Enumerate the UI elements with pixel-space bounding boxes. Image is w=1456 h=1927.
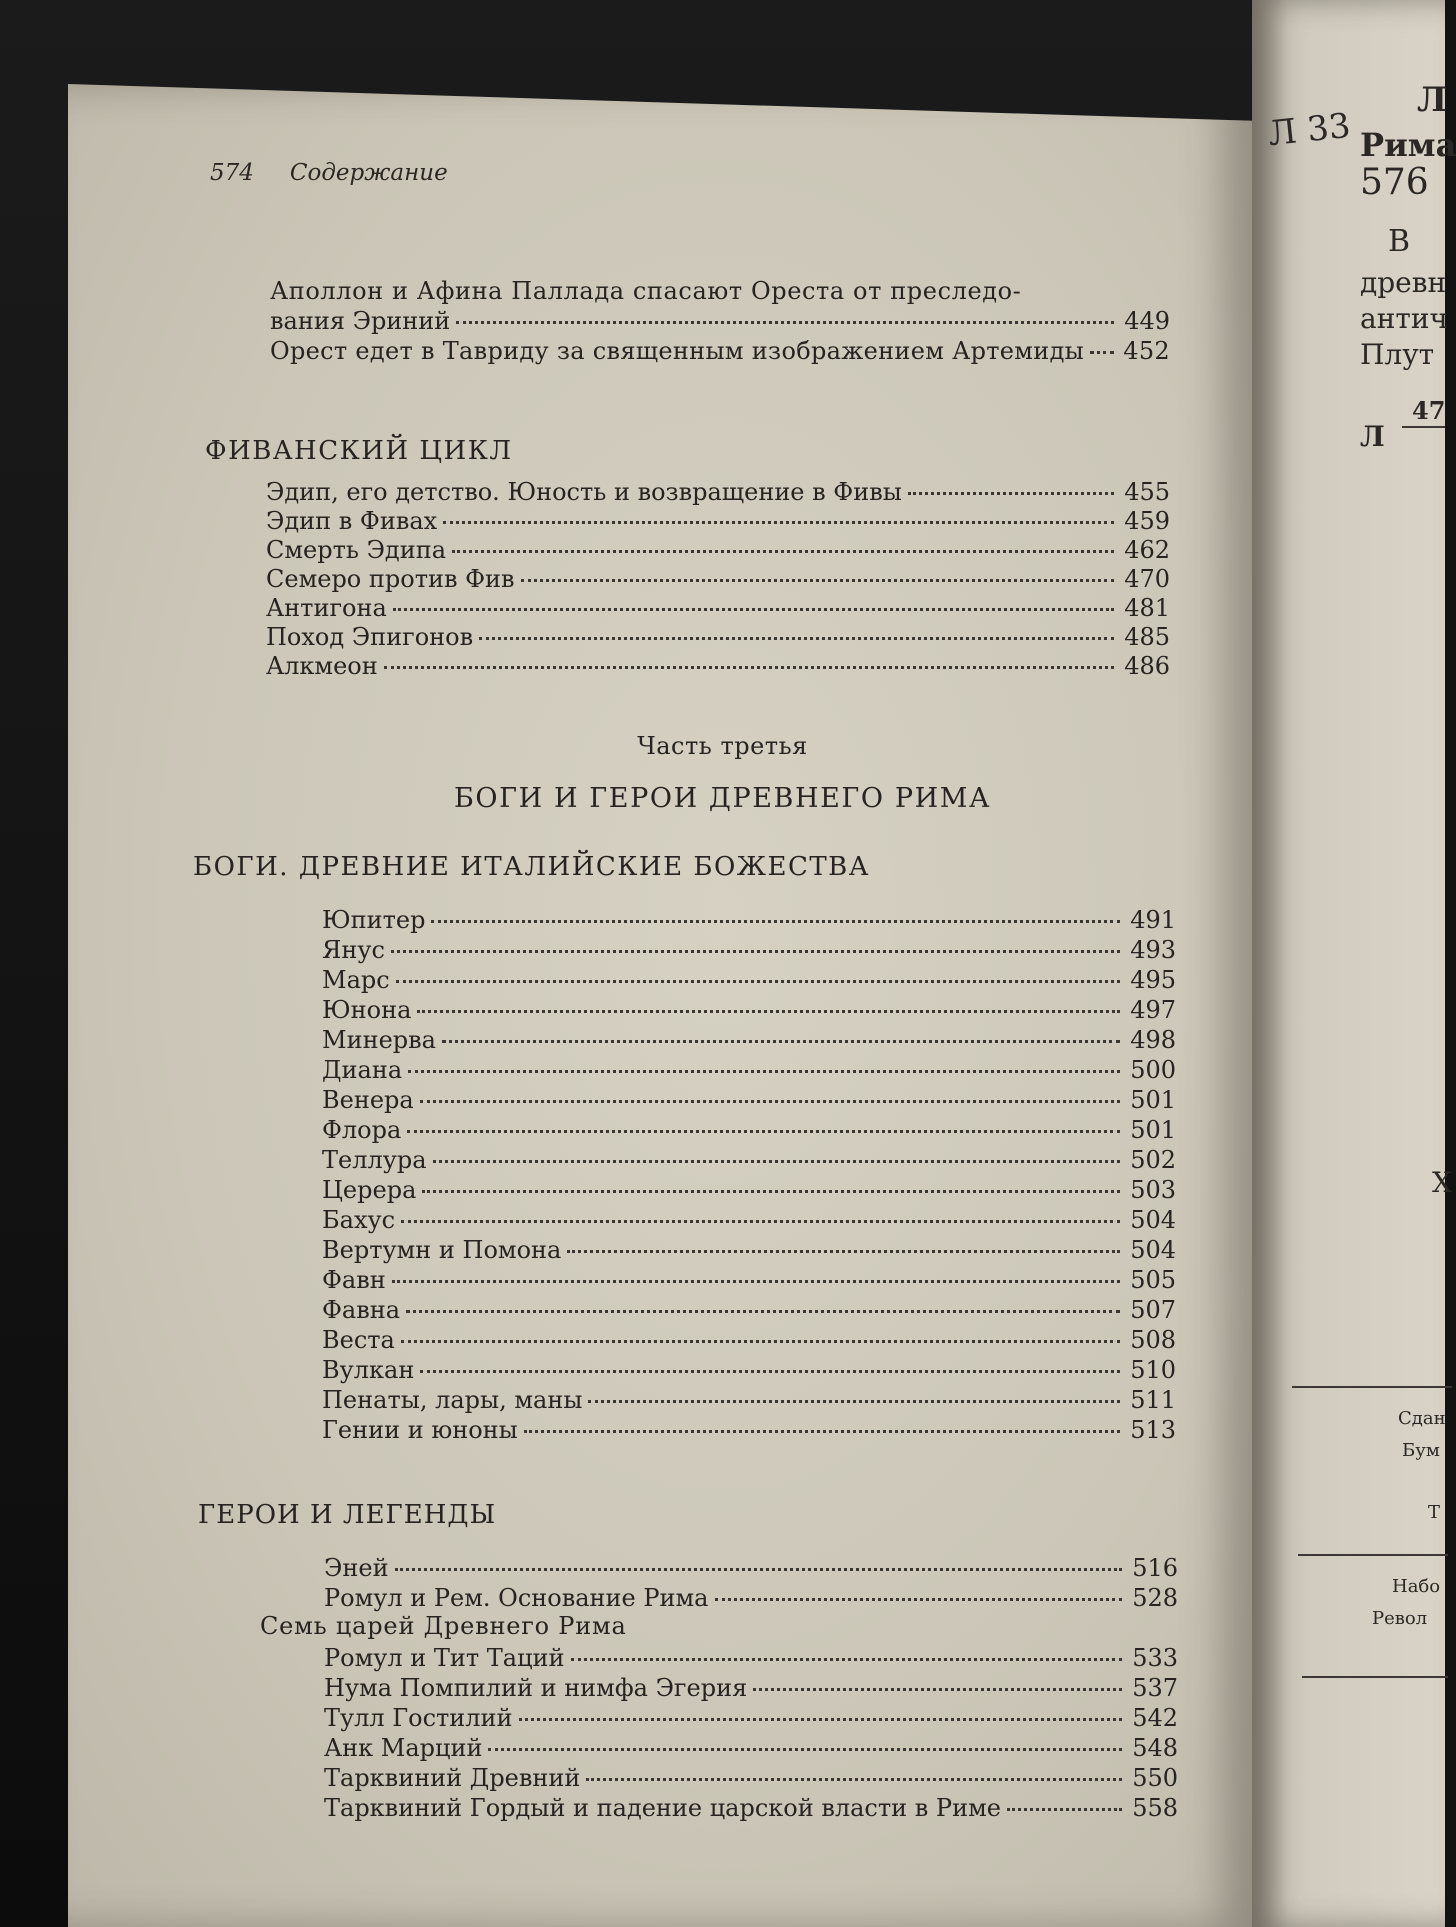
dot-leader: [1090, 351, 1114, 354]
dot-leader: [431, 920, 1120, 923]
toc-entry-page: 533: [1132, 1644, 1178, 1672]
toc-entry-page: 495: [1130, 966, 1176, 994]
subsection-heading: Семь царей Древнего Рима: [260, 1612, 627, 1640]
toc-entry-page: 558: [1132, 1794, 1178, 1822]
toc-entry: [324, 1733, 1178, 1763]
dot-leader: [586, 1778, 1122, 1781]
toc-entry: [266, 564, 1170, 594]
toc-entry-title: Фавн: [322, 1266, 386, 1294]
toc-entry-title: Гении и юноны: [322, 1416, 518, 1444]
toc-entry: [322, 1265, 1176, 1295]
toc-entry: [324, 1583, 1178, 1613]
toc-entry-title: Теллура: [322, 1146, 427, 1174]
toc-entry: [322, 1325, 1176, 1355]
toc-entry: [266, 622, 1170, 652]
toc-entry: [324, 1703, 1178, 1733]
toc-entry-page: 510: [1130, 1356, 1176, 1384]
toc-entry: [324, 1793, 1178, 1823]
part-title: БОГИ И ГЕРОИ ДРЕВНЕГО РИМА: [453, 783, 992, 814]
facing-page-number: 576: [1360, 162, 1429, 203]
dot-leader: [417, 1010, 1120, 1013]
toc-entry-page: 452: [1123, 337, 1170, 365]
toc-entry-title: Поход Эпигонов: [266, 623, 474, 651]
dot-leader: [420, 1370, 1120, 1373]
toc-entry-title: Янус: [322, 936, 385, 964]
toc-entry-title: Юпитер: [322, 906, 426, 934]
toc-entry: [270, 336, 1170, 366]
dot-leader: [395, 1568, 1122, 1571]
toc-entry-title: Эней: [324, 1554, 389, 1582]
toc-entry-title: Эдип в Фивах: [266, 507, 438, 535]
toc-entry-page: 504: [1130, 1236, 1176, 1264]
dot-leader: [401, 1340, 1120, 1343]
toc-entry: [266, 506, 1170, 536]
facing-page-heading: Рима: [1360, 126, 1456, 164]
toc-entry-page: 449: [1124, 307, 1170, 335]
toc-entry: [322, 935, 1176, 965]
toc-entry-title: Ромул и Рем. Основание Рима: [324, 1584, 709, 1612]
toc-entry-page: 542: [1132, 1704, 1178, 1732]
imprint-text: Сдан: [1398, 1408, 1446, 1429]
toc-entry-title: Тулл Гостилий: [324, 1704, 513, 1732]
section-heading: ФИВАНСКИЙ ЦИКЛ: [205, 436, 513, 466]
dot-leader: [391, 950, 1120, 953]
toc-entry-title: Анк Марций: [324, 1734, 483, 1762]
toc-entry-page: 498: [1130, 1026, 1176, 1054]
toc-entry-page: 511: [1130, 1386, 1176, 1414]
toc-entry-page: 505: [1130, 1266, 1176, 1294]
dot-leader: [443, 521, 1114, 524]
toc-entry: [322, 965, 1176, 995]
dot-leader: [408, 1070, 1120, 1073]
toc-entry-title: Нума Помпилий и нимфа Эгерия: [324, 1674, 748, 1702]
toc-entry: [322, 1115, 1176, 1145]
toc-entry: [322, 1145, 1176, 1175]
toc-entry-title: Орест едет в Тавриду за священным изображением Артемиды: [270, 337, 1085, 365]
toc-entry-title: Вулкан: [322, 1356, 415, 1384]
dot-leader: [588, 1400, 1120, 1403]
toc-entry-title: Бахус: [322, 1206, 396, 1234]
toc-entry-page: 502: [1130, 1146, 1176, 1174]
dot-leader: [479, 637, 1114, 640]
toc-entry: [270, 306, 1170, 336]
toc-entry: [324, 1553, 1178, 1583]
toc-entry-title: Пенаты, лары, маны: [322, 1386, 583, 1414]
toc-entry: [324, 1643, 1178, 1673]
toc-entry: [324, 1763, 1178, 1793]
facing-page-text: В: [1388, 224, 1411, 259]
toc-entry-title: Смерть Эдипа: [266, 536, 447, 564]
toc-entry-title: Антигона: [266, 594, 387, 622]
toc-entry: [322, 905, 1176, 935]
toc-entry-page: 500: [1130, 1056, 1176, 1084]
toc-entry-title: Тарквиний Древний: [324, 1764, 581, 1792]
toc-entry-title: Церера: [322, 1176, 417, 1204]
dot-leader: [407, 1130, 1120, 1133]
toc-entry-title: Семеро против Фив: [266, 565, 515, 593]
dot-leader: [401, 1220, 1120, 1223]
toc-entry-page: 528: [1132, 1584, 1178, 1612]
dot-leader: [393, 608, 1114, 611]
toc-entry: [322, 1205, 1176, 1235]
toc-entry-title: Марс: [322, 966, 390, 994]
imprint-text: Револ: [1372, 1608, 1428, 1629]
dot-leader: [521, 579, 1114, 582]
toc-entry-title: Фавна: [322, 1296, 401, 1324]
dot-leader: [422, 1190, 1120, 1193]
toc-entry-page: 493: [1130, 936, 1176, 964]
dot-leader: [433, 1160, 1121, 1163]
toc-entry: [266, 535, 1170, 565]
section-heading: БОГИ. ДРЕВНИЕ ИТАЛИЙСКИЕ БОЖЕСТВА: [193, 852, 870, 882]
facing-page-text: антич: [1360, 302, 1449, 335]
toc-entry-page: 537: [1132, 1674, 1178, 1702]
toc-entry-title: Венера: [322, 1086, 414, 1114]
toc-entry: [322, 1055, 1176, 1085]
toc-entry-page: 503: [1130, 1176, 1176, 1204]
toc-entry-page: 481: [1124, 594, 1170, 622]
dot-leader: [908, 492, 1114, 495]
dot-leader: [567, 1250, 1120, 1253]
toc-entry-page: 485: [1124, 623, 1170, 651]
running-head-title: Содержание: [289, 160, 448, 186]
toc-entry: [322, 1025, 1176, 1055]
toc-entry-page: 497: [1130, 996, 1176, 1024]
toc-entry: [322, 1355, 1176, 1385]
toc-entry-page: 548: [1132, 1734, 1178, 1762]
toc-entry-page: 513: [1130, 1416, 1176, 1444]
facing-page: [1252, 0, 1456, 1927]
toc-entry-title: вания Эриний: [270, 307, 451, 335]
toc-entry: [322, 1385, 1176, 1415]
dot-leader: [571, 1658, 1122, 1661]
toc-entry-title: Юнона: [322, 996, 412, 1024]
toc-entry-page: 507: [1130, 1296, 1176, 1324]
facing-page-text: 47: [1412, 396, 1446, 425]
toc-entry-page: 491: [1130, 906, 1176, 934]
dot-leader: [524, 1430, 1120, 1433]
toc-entry-page: 470: [1124, 565, 1170, 593]
toc-entry-page: 486: [1124, 652, 1170, 680]
facing-page-text: Плут: [1360, 338, 1435, 371]
toc-entry: [322, 1085, 1176, 1115]
toc-entry-page: 516: [1132, 1554, 1178, 1582]
toc-entry: [324, 1673, 1178, 1703]
running-head: [210, 160, 448, 186]
toc-entry-page: 501: [1130, 1116, 1176, 1144]
toc-entry-page: 550: [1132, 1764, 1178, 1792]
section-heading: ГЕРОИ И ЛЕГЕНДЫ: [198, 1500, 497, 1530]
dot-leader: [392, 1280, 1120, 1283]
toc-entry-page: 501: [1130, 1086, 1176, 1114]
dot-leader: [753, 1688, 1122, 1691]
dot-leader: [452, 550, 1114, 553]
toc-entry: [266, 651, 1170, 681]
toc-entry-page: 508: [1130, 1326, 1176, 1354]
facing-page-text: Л: [1360, 420, 1385, 453]
dot-leader: [384, 666, 1114, 669]
facing-page-code: Л 33: [1266, 105, 1353, 155]
facing-page-heading: Л: [1417, 80, 1448, 120]
page-number: 574: [210, 160, 254, 186]
toc-entry-title: Тарквиний Гордый и падение царской власти в Риме: [324, 1794, 1001, 1822]
toc-entry-title: Минерва: [322, 1026, 436, 1054]
dot-leader: [1007, 1808, 1122, 1811]
dot-leader: [396, 980, 1120, 983]
part-label: Часть третья: [637, 732, 808, 760]
toc-entry-page: 459: [1124, 507, 1170, 535]
rule: [1302, 1676, 1448, 1678]
toc-entry-page: 504: [1130, 1206, 1176, 1234]
toc-entry: [322, 995, 1176, 1025]
toc-entry: [266, 593, 1170, 623]
dot-leader: [442, 1040, 1120, 1043]
toc-entry-title: Флора: [322, 1116, 402, 1144]
toc-entry-title: Алкмеон: [266, 652, 378, 680]
toc-entry-title: Ромул и Тит Таций: [324, 1644, 565, 1672]
dot-leader: [488, 1748, 1122, 1751]
dot-leader: [715, 1598, 1123, 1601]
facing-page-text: Х: [1432, 1166, 1452, 1199]
imprint-text: Бум: [1402, 1440, 1440, 1461]
fraction-bar: [1402, 426, 1445, 428]
toc-entry-first-line: Аполлон и Афина Паллада спасают Ореста от преследо-: [270, 277, 1022, 305]
dot-leader: [519, 1718, 1122, 1721]
imprint-text: Набо: [1392, 1576, 1441, 1597]
imprint-text: Т: [1428, 1502, 1441, 1523]
toc-entry: [266, 477, 1170, 507]
facing-page-text: древн: [1360, 266, 1447, 299]
toc-entry-title: Диана: [322, 1056, 403, 1084]
toc-entry-page: 462: [1124, 536, 1170, 564]
toc-entry-title: Веста: [322, 1326, 395, 1354]
toc-entry-title: Вертумн и Помона: [322, 1236, 562, 1264]
rule: [1298, 1554, 1448, 1556]
toc-entry-title: Эдип, его детство. Юность и возвращение в Фивы: [266, 478, 902, 506]
toc-entry: [322, 1415, 1176, 1445]
toc-entry-page: 455: [1124, 478, 1170, 506]
dot-leader: [420, 1100, 1120, 1103]
toc-entry: [322, 1295, 1176, 1325]
toc-entry: [322, 1175, 1176, 1205]
dot-leader: [456, 321, 1114, 324]
toc-entry: [322, 1235, 1176, 1265]
dot-leader: [406, 1310, 1120, 1313]
rule: [1292, 1386, 1452, 1388]
